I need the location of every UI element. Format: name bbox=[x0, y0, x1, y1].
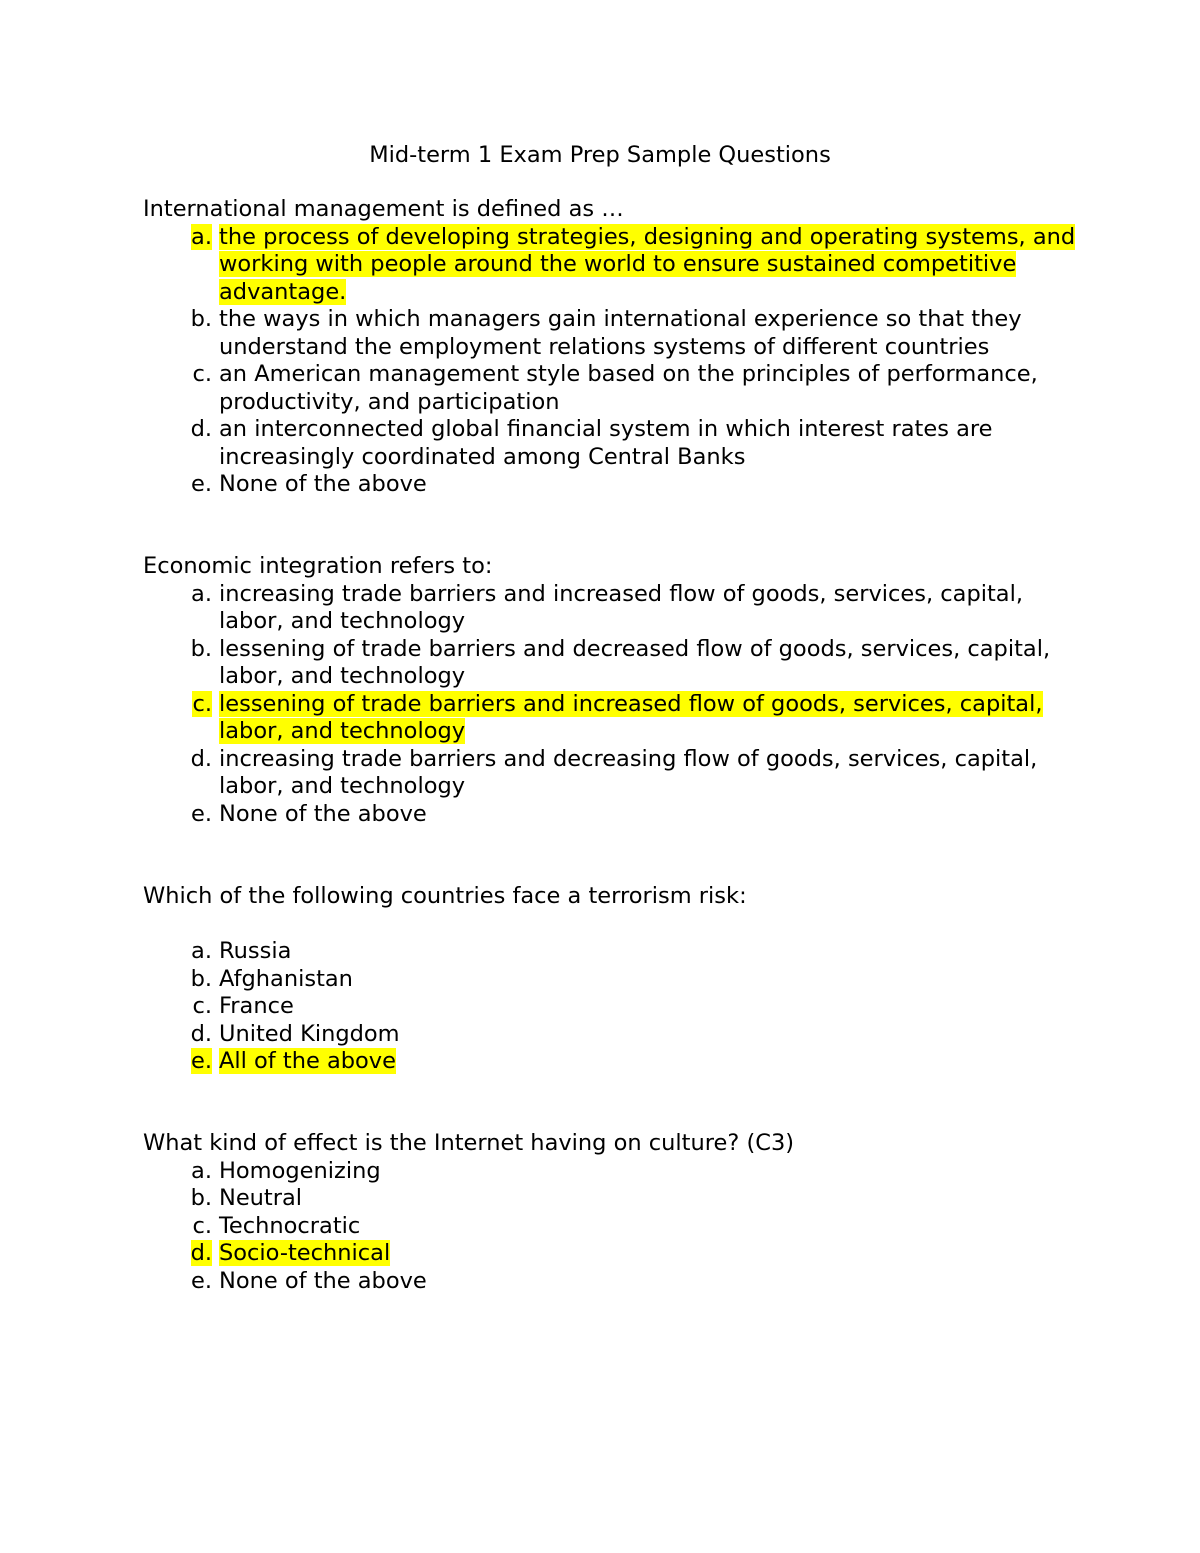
option-text: the process of developing strategies, designing and operating systems, and working with people around the world to ensure sustained competitive advantage. bbox=[219, 223, 1076, 305]
option-text: None of the above bbox=[219, 800, 427, 827]
question-text: Which of the following countries face a terrorism risk: bbox=[143, 883, 747, 909]
option-e bbox=[143, 1268, 1083, 1296]
option-b bbox=[143, 306, 1083, 361]
option-letter: c. bbox=[192, 1212, 212, 1239]
question-1 bbox=[143, 196, 1083, 499]
option-d bbox=[143, 746, 1083, 801]
page-title: Mid-term 1 Exam Prep Sample Questions bbox=[369, 142, 831, 168]
option-a bbox=[143, 224, 1083, 307]
option-c bbox=[143, 1213, 1083, 1241]
option-text: Neutral bbox=[219, 1185, 303, 1211]
option-e bbox=[143, 801, 1083, 829]
question-text: International management is defined as … bbox=[143, 196, 624, 222]
option-d bbox=[143, 416, 1083, 471]
option-d bbox=[143, 1021, 1083, 1049]
option-letter: b. bbox=[190, 635, 212, 662]
option-text: United Kingdom bbox=[219, 1020, 400, 1047]
option-letter: d. bbox=[190, 1020, 212, 1047]
option-text: None of the above bbox=[219, 471, 427, 497]
option-letter: c. bbox=[192, 361, 212, 387]
option-letter: e. bbox=[191, 1048, 212, 1074]
option-e bbox=[143, 471, 1083, 499]
option-letter: a. bbox=[191, 580, 212, 607]
option-letter: d. bbox=[190, 745, 212, 772]
option-list bbox=[143, 224, 1083, 499]
option-letter: b. bbox=[190, 1185, 212, 1211]
question-text: What kind of effect is the Internet having on culture? (C3) bbox=[143, 1130, 795, 1156]
option-text: lessening of trade barriers and increased flow of goods, services, capital, labor, and technology bbox=[219, 690, 1043, 744]
option-a bbox=[143, 938, 1083, 966]
option-list bbox=[143, 938, 1083, 1076]
question-4 bbox=[143, 1130, 1083, 1295]
option-text: increasing trade barriers and decreasing flow of goods, services, capital, labor, and technology bbox=[219, 745, 1038, 799]
option-letter: e. bbox=[191, 471, 212, 497]
option-letter: e. bbox=[191, 1267, 212, 1294]
option-c bbox=[143, 361, 1083, 416]
option-text: None of the above bbox=[219, 1267, 427, 1294]
option-letter: c. bbox=[192, 993, 212, 1019]
option-letter: a. bbox=[191, 938, 212, 964]
option-text: the ways in which managers gain international experience so that they understand the employment relations systems of different countries bbox=[219, 306, 1022, 360]
option-d bbox=[143, 1240, 1083, 1268]
option-letter: a. bbox=[191, 1157, 212, 1184]
option-text: Homogenizing bbox=[219, 1157, 381, 1184]
option-c bbox=[143, 993, 1083, 1021]
option-text: Afghanistan bbox=[219, 965, 353, 992]
option-letter: b. bbox=[190, 965, 212, 992]
option-b bbox=[143, 1185, 1083, 1213]
option-text: Technocratic bbox=[219, 1212, 361, 1239]
question-2 bbox=[143, 553, 1083, 828]
option-text: an interconnected global financial system in which interest rates are increasingly coordinated among Central Banks bbox=[219, 416, 993, 470]
option-letter: b. bbox=[190, 306, 212, 332]
option-letter: e. bbox=[191, 800, 212, 827]
option-letter: c. bbox=[192, 690, 212, 717]
option-text: lessening of trade barriers and decreased flow of goods, services, capital, labor, and technology bbox=[219, 635, 1051, 689]
option-e bbox=[143, 1048, 1083, 1076]
option-c bbox=[143, 691, 1083, 746]
option-letter: a. bbox=[191, 223, 212, 250]
option-text: All of the above bbox=[219, 1048, 396, 1074]
option-list bbox=[143, 1158, 1083, 1296]
option-letter: d. bbox=[190, 1240, 212, 1266]
option-list bbox=[143, 581, 1083, 829]
option-letter: d. bbox=[190, 416, 212, 442]
option-text: increasing trade barriers and increased flow of goods, services, capital, labor, and technology bbox=[219, 580, 1024, 634]
option-b bbox=[143, 966, 1083, 994]
question-text: Economic integration refers to: bbox=[143, 553, 493, 579]
option-text: Russia bbox=[219, 938, 292, 964]
option-text: an American management style based on the principles of performance, productivity, and participation bbox=[219, 361, 1038, 415]
option-text: France bbox=[219, 993, 294, 1019]
option-b bbox=[143, 636, 1083, 691]
option-text: Socio-technical bbox=[219, 1240, 391, 1266]
option-a bbox=[143, 1158, 1083, 1186]
option-a bbox=[143, 581, 1083, 636]
question-3 bbox=[143, 883, 1083, 1076]
